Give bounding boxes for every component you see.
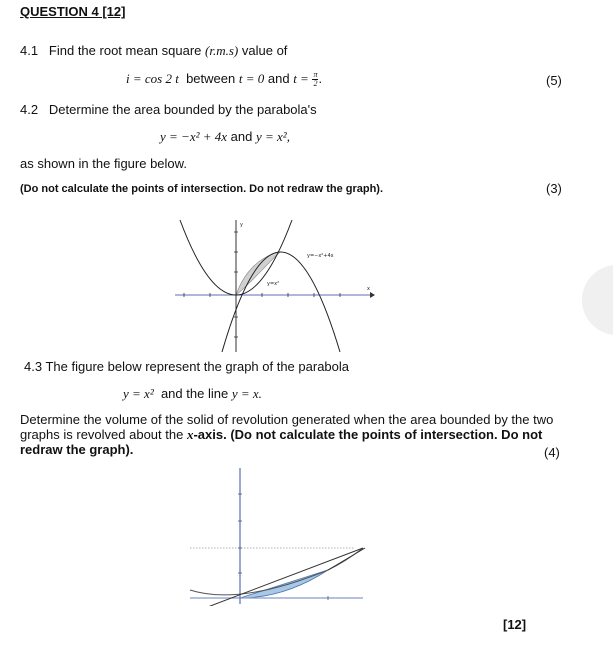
q41-rms: (r.m.s)	[205, 43, 239, 58]
q43-line-y-eq-x	[205, 548, 363, 606]
q42-text: Determine the area bounded by the parabola's	[48, 102, 317, 117]
q42-ticks	[184, 232, 340, 337]
q42-marks: (3)	[546, 181, 562, 196]
q42-line	[20, 102, 317, 117]
q41-frac-num: π	[313, 70, 318, 80]
q42-axis-y-label: y	[240, 222, 243, 228]
q41-equation	[126, 71, 322, 88]
q43-graph	[185, 466, 370, 606]
q42-graph	[170, 212, 385, 356]
q43-equation	[123, 386, 262, 402]
q43-eq2: y = x.	[231, 386, 262, 401]
q43-line	[24, 359, 349, 374]
q42-note: (Do not calculate the points of intersection. Do not redraw the graph).	[20, 183, 384, 195]
q42-label-down: y=−x²+4x	[307, 253, 334, 259]
q42-curve-down	[222, 252, 340, 352]
q41-t-eq-0: t = 0	[238, 71, 265, 86]
question-total: [12]	[503, 617, 527, 632]
q41-and: and	[267, 71, 290, 86]
q42-eq1: y = −x² + 4x	[160, 129, 228, 144]
q41-text-before: Find the root mean square	[48, 43, 202, 58]
q42-shown: as shown in the figure below.	[20, 156, 187, 171]
q41-line	[20, 43, 287, 59]
q42-eq2: y = x²,	[255, 129, 290, 144]
q43-parabola	[190, 548, 363, 595]
q41-marks: (5)	[546, 73, 562, 88]
q43-description	[20, 412, 580, 457]
q41-t-eq: t =	[293, 71, 309, 86]
q43-eq1: y = x²	[123, 386, 154, 401]
q42-and: and	[230, 129, 253, 144]
q41-eq-lhs: i = cos 2 t	[126, 71, 179, 86]
q42-label-up: y=x²	[267, 281, 280, 287]
q43-and-line: and the line	[160, 386, 229, 401]
q42-equation	[160, 129, 290, 145]
q43-desc-axis-tail: -axis.	[193, 427, 227, 442]
q43-marks: (4)	[544, 445, 560, 460]
q43-text: The figure below represent the graph of the parabola	[45, 359, 350, 374]
q41-text-after: value of	[241, 43, 288, 58]
q43-shaded-region	[240, 570, 328, 598]
q43-desc-normal: Determine the volume of the solid of revolution generated when the area bounded by the two graphs is revolved about the	[20, 412, 554, 442]
q43-desc-axis: x	[186, 427, 194, 442]
q41-frac-den: 2	[313, 79, 318, 89]
q42-number: 4.2	[20, 102, 39, 117]
q41-period: .	[318, 71, 323, 86]
q42-axis-x-label: x	[367, 286, 370, 292]
q41-number: 4.1	[20, 43, 39, 58]
q42-shaded-region-fill	[236, 252, 280, 295]
side-scroll-handle[interactable]	[582, 265, 613, 335]
q41-between: between	[186, 71, 236, 86]
q42-x-axis-arrow	[370, 292, 375, 298]
question-title: QUESTION 4 [12]	[20, 4, 126, 19]
q43-number: 4.3	[24, 359, 43, 374]
q43-desc-bold: (Do not calculate the points of intersection. Do not redraw the graph).	[20, 427, 543, 457]
